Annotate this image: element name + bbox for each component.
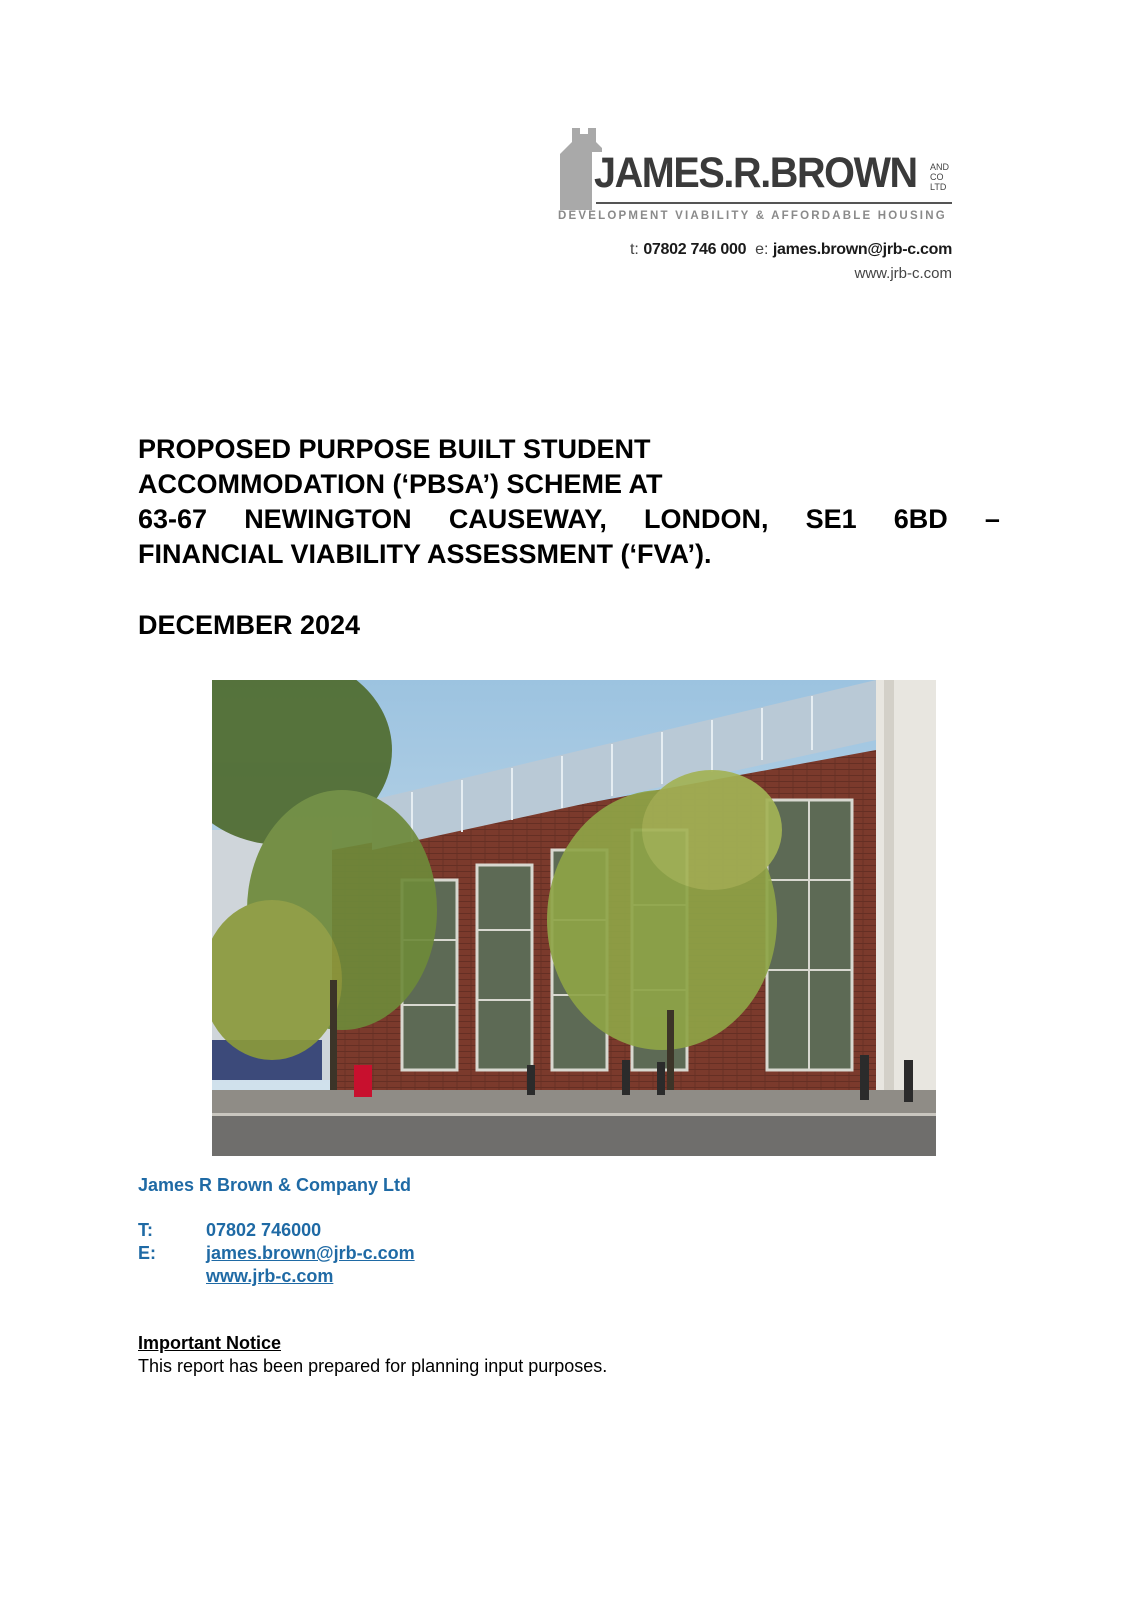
company-contacts xyxy=(138,1219,415,1288)
title-line-2: ACCOMMODATION (‘PBSA’) SCHEME AT xyxy=(138,469,663,499)
website-link[interactable]: www.jrb-c.com xyxy=(206,1266,334,1286)
contact-email-row xyxy=(138,1242,415,1265)
phone-number: 07802 746000 xyxy=(206,1220,322,1240)
logo-brand-name: JAMES.R.BROWN xyxy=(594,149,917,197)
report-date: DECEMBER 2024 xyxy=(138,610,361,640)
company-logo xyxy=(558,126,968,286)
email-link[interactable]: james.brown@jrb-c.com xyxy=(206,1243,415,1263)
contact-phone-row xyxy=(138,1219,415,1242)
logo-tagline: DEVELOPMENT VIABILITY & AFFORDABLE HOUSING xyxy=(558,210,947,222)
logo-phone-label: t: xyxy=(629,241,639,258)
company-name: James R Brown & Company Ltd xyxy=(138,1175,412,1195)
logo-website: www.jrb-c.com xyxy=(854,265,952,282)
title-line-4: FINANCIAL VIABILITY ASSESSMENT (‘FVA’). xyxy=(138,539,712,569)
contact-website-row xyxy=(138,1265,415,1288)
logo-email: james.brown@jrb-c.com xyxy=(772,241,952,258)
logo-and-co: AND CO LTD xyxy=(930,162,950,192)
title-line-3: 63-67 NEWINGTON CAUSEWAY, LONDON, SE1 6BD – xyxy=(138,504,1000,534)
title-line-1: PROPOSED PURPOSE BUILT STUDENT xyxy=(138,434,651,464)
notice-heading: Important Notice xyxy=(138,1333,282,1353)
email-label: E: xyxy=(138,1243,156,1263)
logo-divider xyxy=(596,202,952,204)
report-title xyxy=(138,432,1000,572)
phone-label: T: xyxy=(138,1220,153,1240)
website-spacer xyxy=(138,1265,206,1288)
logo-contact-line xyxy=(630,241,952,259)
logo-phone: 07802 746 000 xyxy=(643,241,747,258)
building-photo xyxy=(212,680,936,1156)
notice-text: This report has been prepared for planning input purposes. xyxy=(138,1356,608,1376)
logo-email-label: e: xyxy=(755,241,769,258)
